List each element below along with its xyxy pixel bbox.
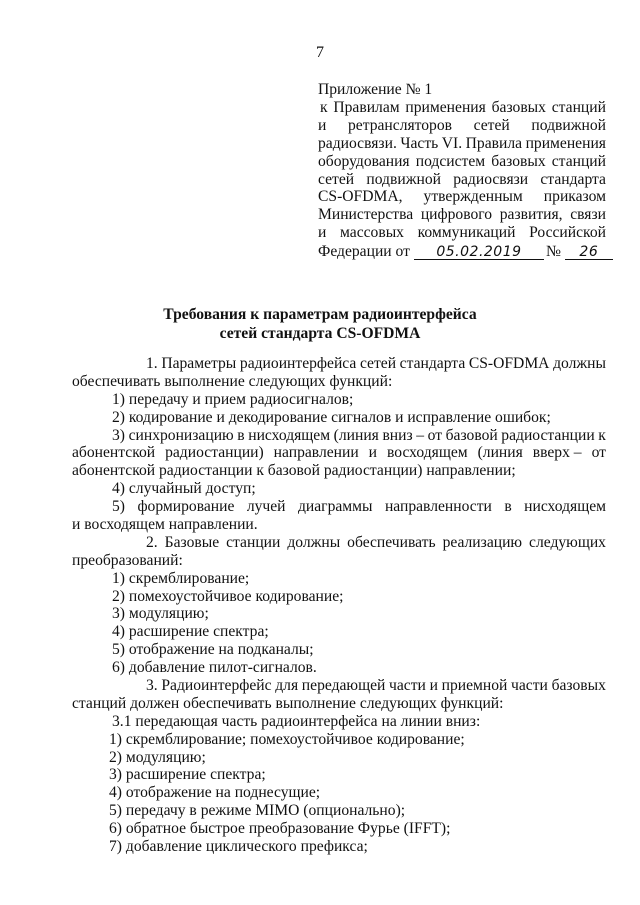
appendix-line xyxy=(318,224,606,242)
word: вверх – xyxy=(532,444,582,462)
list-item: 3) расширение спектра; xyxy=(109,766,266,784)
date-field xyxy=(414,242,544,260)
word: 3) xyxy=(112,426,125,444)
word: станции xyxy=(226,533,281,551)
appendix-line xyxy=(318,153,606,171)
word: сетей xyxy=(318,170,355,188)
word: 5) xyxy=(112,498,125,516)
word: VI. xyxy=(441,134,463,152)
appendix-lines xyxy=(318,99,606,242)
word: цифрового xyxy=(420,206,493,224)
list-item: 2) кодирование и декодирование сигналов и исправление ошибок; xyxy=(112,408,551,426)
word: должны xyxy=(553,355,606,372)
word: коммуникаций xyxy=(417,224,516,242)
appendix-line xyxy=(318,188,606,206)
word: от xyxy=(591,444,606,462)
word: должны xyxy=(287,533,341,551)
word: станций xyxy=(551,152,606,170)
word: для xyxy=(275,677,299,695)
word: Часть xyxy=(400,134,439,152)
word: вниз xyxy=(382,426,413,444)
word: стандарта xyxy=(399,355,466,372)
document-title-line-2: сетей стандарта CS-OFDMA xyxy=(219,325,421,342)
word: базовых xyxy=(491,99,546,116)
word: направленности xyxy=(384,498,492,516)
list-item: 7) добавление циклического префикса; xyxy=(109,838,368,856)
paragraph-2-line-1 xyxy=(72,534,606,552)
list-item: 2) модуляцию; xyxy=(109,748,206,766)
word: и xyxy=(318,116,327,134)
word: развития, xyxy=(499,206,563,224)
word: применения xyxy=(525,134,606,152)
appendix-line xyxy=(318,99,606,117)
word: связи xyxy=(570,206,606,224)
appendix-line xyxy=(318,135,606,153)
word: и xyxy=(429,677,438,695)
word: – xyxy=(416,426,425,444)
word: подвижной xyxy=(531,116,606,134)
word: нисходящем xyxy=(524,498,606,516)
word: CS-OFDMA, xyxy=(318,188,403,206)
word: части xyxy=(389,677,426,695)
number-label: № xyxy=(545,243,561,261)
word: приемной xyxy=(441,677,508,695)
word: в xyxy=(504,498,512,516)
word: радиосвязи xyxy=(453,170,529,188)
word: (линия xyxy=(333,426,379,444)
word: станций xyxy=(551,99,606,116)
word: диаграммы xyxy=(297,498,373,516)
word: ретрансляторов xyxy=(347,116,453,134)
word: передающей xyxy=(301,677,386,695)
word: восходящем xyxy=(387,444,468,462)
list-item-continuation: абонентской радиостанции к базовой радиостанции) направлении; xyxy=(72,462,516,480)
paragraph-1-line-1 xyxy=(72,355,606,373)
word: части xyxy=(511,677,548,695)
word: к xyxy=(320,99,328,116)
list-item: 1) скремблирование; помехоустойчивое кодирование; xyxy=(109,730,465,748)
list-item: 6) добавление пилот-сигналов. xyxy=(112,659,317,677)
number-value: 26 xyxy=(579,244,599,261)
word: 2. xyxy=(146,533,158,551)
word: следующих xyxy=(529,533,606,551)
word: Министерства xyxy=(318,206,414,224)
list-item: 4) расширение спектра; xyxy=(112,623,269,641)
word: радиостанции xyxy=(501,426,595,444)
word: базовых xyxy=(491,152,546,170)
word: CS-OFDMA xyxy=(468,355,550,372)
date-label: Федерации от xyxy=(318,243,410,261)
word: от xyxy=(427,426,443,444)
subparagraph-3-1: 3.1 передающая часть радиоинтерфейса на линии вниз: xyxy=(112,712,481,730)
word: к xyxy=(598,426,606,444)
word: Базовые xyxy=(164,533,220,551)
document-title-line-1: Требования к параметрам радиоинтерфейса xyxy=(163,306,477,323)
list-item-continuation: и восходящем направлении. xyxy=(72,516,258,534)
word: 1. xyxy=(146,355,158,372)
document-body xyxy=(72,355,606,856)
word: лучей xyxy=(246,498,286,516)
word: сетей xyxy=(359,355,397,372)
paragraph-3-line-1 xyxy=(72,677,606,695)
word: радиоинтерфейса xyxy=(239,355,357,372)
list-item: 4) отображение на поднесущие; xyxy=(109,784,321,802)
word: Параметры xyxy=(161,355,237,372)
word: и xyxy=(368,444,378,462)
date-value: 05.02.2019 xyxy=(436,244,522,261)
word: подсистем xyxy=(415,152,486,170)
appendix-date-line xyxy=(318,242,606,261)
word: массовых xyxy=(340,224,404,242)
word: Правилам xyxy=(333,99,400,116)
appendix-line xyxy=(318,171,606,189)
word: базовой xyxy=(445,426,498,444)
word: в xyxy=(237,426,245,444)
number-field xyxy=(565,242,613,260)
paragraph-3-line-2: станций должен обеспечивать выполнение следующих функций: xyxy=(72,694,504,712)
word: обеспечивать xyxy=(347,533,436,551)
word: Радиоинтерфейс xyxy=(161,677,272,695)
list-item: 1) передачу и прием радиосигналов; xyxy=(112,390,354,408)
appendix-line xyxy=(318,206,606,224)
word: и xyxy=(318,224,327,242)
word: формирование xyxy=(137,498,235,516)
paragraph-1-line-2: обеспечивать выполнение следующих функций: xyxy=(72,372,393,390)
appendix-reference xyxy=(318,99,606,261)
document-title xyxy=(0,305,640,343)
word: приказом xyxy=(543,188,606,206)
word: синхронизацию xyxy=(128,426,234,444)
page-number: 7 xyxy=(316,44,324,61)
word: стандарта xyxy=(540,170,606,188)
word: подвижной xyxy=(366,170,441,188)
word: направлении xyxy=(273,444,359,462)
list-item: 3) модуляцию; xyxy=(112,605,209,623)
word: сетей xyxy=(473,116,510,134)
word: радиосвязи. xyxy=(318,134,397,152)
word: оборудования xyxy=(318,152,410,170)
list-item xyxy=(72,498,606,516)
list-item: 6) обратное быстрое преобразование Фурье (IFFT); xyxy=(109,820,451,838)
appendix-title: Приложение № 1 xyxy=(318,81,433,98)
list-item: 5) отображение на подканалы; xyxy=(112,641,314,659)
appendix-line xyxy=(318,117,606,135)
word: абонентской xyxy=(72,444,156,462)
list-item-continuation xyxy=(72,444,606,462)
word: Правила xyxy=(465,134,523,152)
list-item xyxy=(72,427,606,445)
word: реализацию xyxy=(442,533,523,551)
list-item: 4) случайный доступ; xyxy=(112,480,256,498)
word: нисходящем xyxy=(248,426,331,444)
word: радиостанции) xyxy=(165,444,264,462)
word: утвержденным xyxy=(423,188,523,206)
word: применения xyxy=(405,99,486,116)
list-item: 5) передачу в режиме MIMO (опционально); xyxy=(109,802,406,820)
word: Российской xyxy=(529,224,606,242)
word: базовых xyxy=(551,677,606,695)
word: 3. xyxy=(146,677,158,695)
paragraph-2-line-2: преобразований: xyxy=(72,551,183,569)
list-item: 1) скремблирование; xyxy=(112,569,250,587)
word: (линия xyxy=(477,444,523,462)
list-item: 2) помехоустойчивое кодирование; xyxy=(112,587,344,605)
